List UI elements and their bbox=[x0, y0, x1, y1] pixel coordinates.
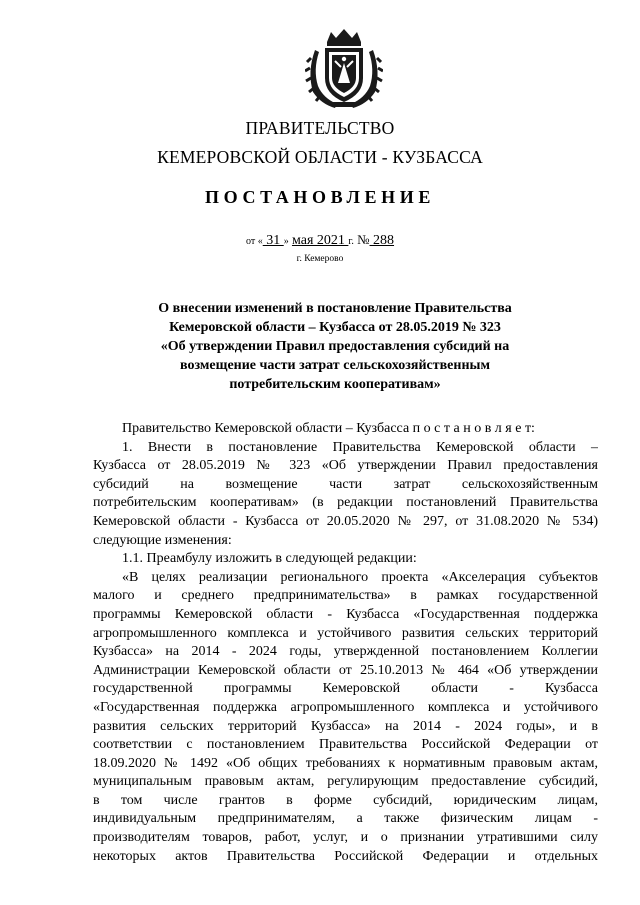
date-separator: » bbox=[283, 236, 289, 247]
date-month-year: мая 2021 bbox=[291, 233, 349, 248]
date-day: 31 bbox=[262, 233, 284, 248]
document-number: 288 bbox=[369, 233, 395, 248]
body-line: Правительство Кемеровской области – Кузбасса п о с т а н о в л я е т: bbox=[122, 421, 535, 436]
document-city: г. Кемерово bbox=[296, 254, 344, 264]
document-date-number bbox=[0, 233, 640, 248]
body-line: индивидуальным предпринимателям, а также физическим лицам - bbox=[93, 811, 598, 827]
document-body bbox=[93, 420, 598, 866]
body-line: Администрации Кемеровской области от 25.10.2013 № 464 «Об утверждении bbox=[93, 662, 598, 678]
date-from-label: от « bbox=[245, 236, 263, 247]
body-line: Кузбасса» на 2014 - 2024 годы, утвержденной постановлением Коллегии bbox=[93, 644, 598, 660]
body-line: потребительским кооперативам» (в редакции постановлений Правительства bbox=[93, 495, 598, 511]
title-line: потребительским кооперативам» bbox=[229, 377, 441, 392]
body-line: следующие изменения: bbox=[93, 532, 232, 548]
document-title bbox=[120, 299, 550, 394]
body-line: муниципальным правовым актам, регулирующим предоставление субсидий, bbox=[93, 774, 598, 790]
document-number-label: № bbox=[357, 232, 370, 247]
body-line: 18.09.2020 № 1492 «Об общих требованиях к нормативным правовым актам, bbox=[93, 755, 598, 771]
title-line: Кемеровской области – Кузбасса от 28.05.2019 № 323 bbox=[169, 320, 501, 335]
body-line: развития сельских территорий Кузбасса» на 2014 - 2024 годы», и в bbox=[93, 718, 598, 734]
title-line: возмещение части затрат сельскохозяйственным bbox=[180, 358, 490, 373]
body-line: в том числе грантов в форме субсидий, юридическим лицам, bbox=[93, 792, 598, 808]
body-line: субсидий на возмещение части затрат сельскохозяйственным bbox=[93, 476, 598, 492]
body-line: некоторых актов Правительства Российской Федерации и отдельных bbox=[93, 848, 598, 864]
body-line: малого и среднего предпринимательства» в рамках государственной bbox=[93, 588, 598, 604]
body-line: Кемеровской области - Кузбасса от 20.05.2020 № 297, от 31.08.2020 № 534) bbox=[93, 513, 598, 529]
body-line: 1. Внести в постановление Правительства Кемеровской области – bbox=[122, 439, 598, 455]
body-line: «Государственная поддержка агропромышленного комплекса и устойчивого bbox=[93, 699, 598, 715]
body-line: агропромышленного комплекса и устойчивого развития сельских территорий bbox=[93, 625, 598, 641]
title-line: «Об утверждении Правил предоставления субсидий на bbox=[160, 339, 510, 354]
organization-name-line1: ПРАВИТЕЛЬСТВО bbox=[245, 118, 395, 138]
date-year-suffix: г. bbox=[348, 236, 354, 247]
organization-name-line2: КЕМЕРОВСКОЙ ОБЛАСТИ - КУЗБАССА bbox=[157, 147, 483, 167]
body-line: производителям товаров, работ, услуг, и о признании утратившими силу bbox=[93, 830, 598, 846]
body-line: соответствии с постановлением Правительства Российской Федерации от bbox=[93, 737, 598, 753]
title-line: О внесении изменений в постановление Правительства bbox=[158, 301, 512, 316]
body-line: программы Кемеровской области - Кузбасса «Государственная поддержка bbox=[93, 606, 598, 622]
coat-of-arms-emblem-icon bbox=[305, 28, 383, 110]
body-line: 1.1. Преамбулу изложить в следующей редакции: bbox=[122, 551, 417, 567]
body-line: государственной программы Кемеровской области - Кузбасса bbox=[93, 681, 598, 697]
document-type-heading: ПОСТАНОВЛЕНИЕ bbox=[205, 187, 435, 207]
body-line: Кузбасса от 28.05.2019 № 323 «Об утверждении Правил предоставления bbox=[93, 458, 598, 474]
body-line: «В целях реализации регионального проекта «Акселерация субъектов bbox=[122, 569, 598, 585]
